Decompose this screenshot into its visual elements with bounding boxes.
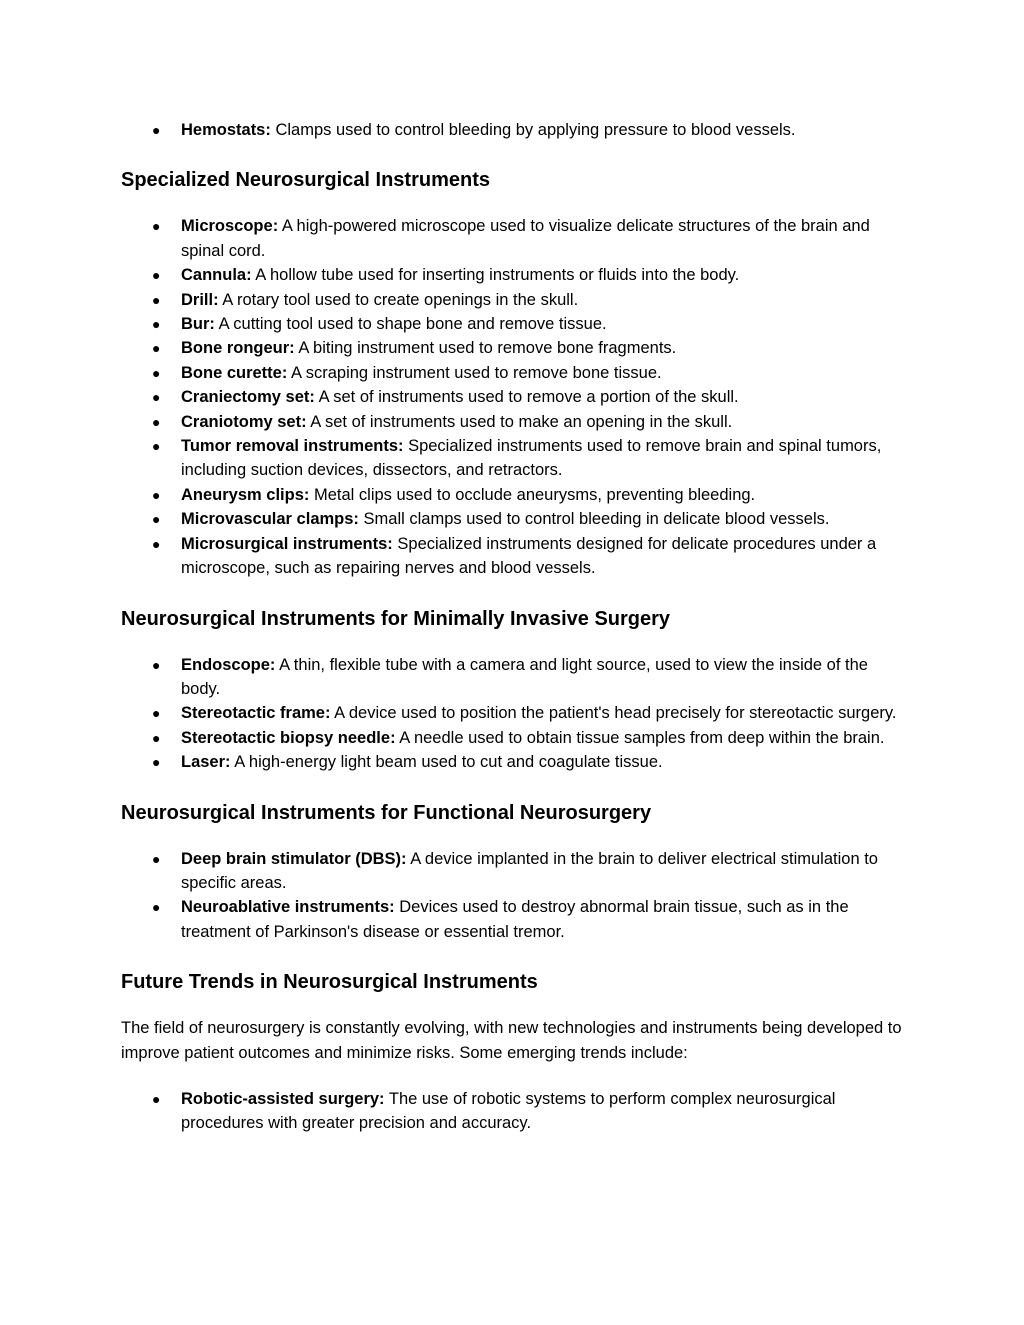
section-heading-future-trends: Future Trends in Neurosurgical Instruments bbox=[121, 971, 538, 994]
item-term: Deep brain stimulator (DBS): bbox=[181, 849, 407, 868]
bullet-icon: ● bbox=[152, 389, 161, 406]
bullet-list-functional bbox=[121, 847, 911, 945]
document-page bbox=[121, 118, 911, 1136]
item-term: Drill: bbox=[181, 290, 219, 309]
bullet-icon: ● bbox=[152, 340, 161, 357]
item-description: A high-energy light beam used to cut and coagulate tissue. bbox=[234, 753, 663, 772]
list-item bbox=[121, 726, 911, 750]
item-description: A biting instrument used to remove bone fragments. bbox=[298, 339, 677, 358]
list-item bbox=[121, 385, 911, 409]
list-item bbox=[121, 653, 911, 702]
item-description: A needle used to obtain tissue samples from deep within the brain. bbox=[399, 728, 885, 747]
item-description: A thin, flexible tube with a camera and light source, used to view the inside of the body. bbox=[181, 655, 868, 698]
item-term: Endoscope: bbox=[181, 655, 276, 674]
item-description: Devices used to destroy abnormal brain tissue, such as in the treatment of Parkinson's disease or essential tremor. bbox=[181, 898, 849, 941]
bullet-icon: ● bbox=[152, 1090, 161, 1107]
item-description: The use of robotic systems to perform complex neurosurgical procedures with greater precision and accuracy. bbox=[181, 1089, 836, 1133]
item-term: Microsurgical instruments: bbox=[181, 534, 393, 553]
item-term: Neuroablative instruments: bbox=[181, 898, 395, 917]
bullet-list-continued bbox=[121, 118, 911, 142]
item-term: Laser: bbox=[181, 753, 231, 772]
bullet-icon: ● bbox=[152, 656, 161, 673]
bullet-icon: ● bbox=[152, 291, 161, 308]
intro-paragraph: The field of neurosurgery is constantly evolving, with new technologies and instruments being developed to improve patient outcomes and minimize risks. Some emerging trends include: bbox=[121, 1019, 902, 1062]
item-description: A set of instruments used to make an opening in the skull. bbox=[310, 412, 733, 431]
bullet-icon: ● bbox=[152, 754, 161, 771]
item-term: Microscope: bbox=[181, 217, 279, 236]
list-item bbox=[121, 507, 911, 531]
bullet-icon: ● bbox=[152, 729, 161, 746]
item-description: A set of instruments used to remove a portion of the skull. bbox=[318, 388, 739, 407]
list-item bbox=[121, 214, 911, 263]
list-item bbox=[121, 895, 911, 944]
bullet-list-future-trends bbox=[121, 1087, 911, 1136]
list-item bbox=[121, 118, 911, 142]
bullet-icon: ● bbox=[152, 316, 161, 333]
bullet-list-minimally-invasive bbox=[121, 653, 911, 775]
item-description: Metal clips used to occlude aneurysms, preventing bleeding. bbox=[313, 485, 756, 504]
bullet-icon: ● bbox=[152, 535, 161, 552]
item-term: Aneurysm clips: bbox=[181, 485, 310, 504]
bullet-icon: ● bbox=[152, 899, 161, 916]
item-term: Bur: bbox=[181, 315, 215, 334]
item-term: Tumor removal instruments: bbox=[181, 437, 404, 456]
list-item bbox=[121, 361, 911, 385]
list-item bbox=[121, 750, 911, 774]
item-term: Robotic-assisted surgery: bbox=[181, 1089, 385, 1108]
item-description: A high-powered microscope used to visualize delicate structures of the brain and spinal cord. bbox=[181, 217, 870, 260]
item-term: Microvascular clamps: bbox=[181, 510, 359, 529]
bullet-icon: ● bbox=[152, 267, 161, 284]
item-description: A device used to position the patient's head precisely for stereotactic surgery. bbox=[334, 704, 897, 723]
item-term: Hemostats: bbox=[181, 121, 271, 139]
list-item bbox=[121, 701, 911, 725]
bullet-icon: ● bbox=[152, 364, 161, 381]
bullet-icon: ● bbox=[152, 511, 161, 528]
bullet-list-specialized bbox=[121, 214, 911, 580]
item-description: A device implanted in the brain to deliver electrical stimulation to specific areas. bbox=[181, 849, 878, 892]
list-item bbox=[121, 483, 911, 507]
item-term: Craniectomy set: bbox=[181, 388, 315, 407]
section-heading-specialized: Specialized Neurosurgical Instruments bbox=[121, 169, 490, 192]
item-term: Stereotactic biopsy needle: bbox=[181, 728, 396, 747]
section-heading-minimally-invasive: Neurosurgical Instruments for Minimally Invasive Surgery bbox=[121, 607, 671, 630]
list-item bbox=[121, 288, 911, 312]
bullet-icon: ● bbox=[152, 486, 161, 503]
item-term: Bone rongeur: bbox=[181, 339, 295, 358]
item-description: A rotary tool used to create openings in the skull. bbox=[222, 290, 579, 309]
bullet-icon: ● bbox=[152, 122, 161, 138]
bullet-icon: ● bbox=[152, 413, 161, 430]
item-term: Craniotomy set: bbox=[181, 412, 307, 431]
item-description: Small clamps used to control bleeding in delicate blood vessels. bbox=[363, 510, 830, 529]
item-term: Bone curette: bbox=[181, 363, 288, 382]
item-description: Specialized instruments used to remove brain and spinal tumors, including suction devices, dissectors, and retractors. bbox=[181, 437, 882, 480]
item-term: Stereotactic frame: bbox=[181, 704, 331, 723]
item-description: Specialized instruments designed for delicate procedures under a microscope, such as repairing nerves and blood vessels. bbox=[181, 534, 877, 578]
list-item bbox=[121, 434, 911, 483]
list-item bbox=[121, 1087, 911, 1136]
bullet-icon: ● bbox=[152, 705, 161, 722]
bullet-icon: ● bbox=[152, 438, 161, 455]
bullet-icon: ● bbox=[152, 850, 161, 867]
item-term: Cannula: bbox=[181, 266, 252, 285]
item-description: A scraping instrument used to remove bone tissue. bbox=[291, 363, 662, 382]
item-description: A cutting tool used to shape bone and remove tissue. bbox=[218, 315, 607, 334]
list-item bbox=[121, 336, 911, 360]
item-description: A hollow tube used for inserting instruments or fluids into the body. bbox=[255, 266, 740, 285]
item-description: Clamps used to control bleeding by applying pressure to blood vessels. bbox=[275, 121, 796, 139]
list-item bbox=[121, 532, 911, 581]
list-item bbox=[121, 847, 911, 896]
list-item bbox=[121, 312, 911, 336]
bullet-icon: ● bbox=[152, 218, 161, 235]
section-heading-functional: Neurosurgical Instruments for Functional Neurosurgery bbox=[121, 801, 652, 824]
list-item bbox=[121, 263, 911, 287]
list-item bbox=[121, 410, 911, 434]
